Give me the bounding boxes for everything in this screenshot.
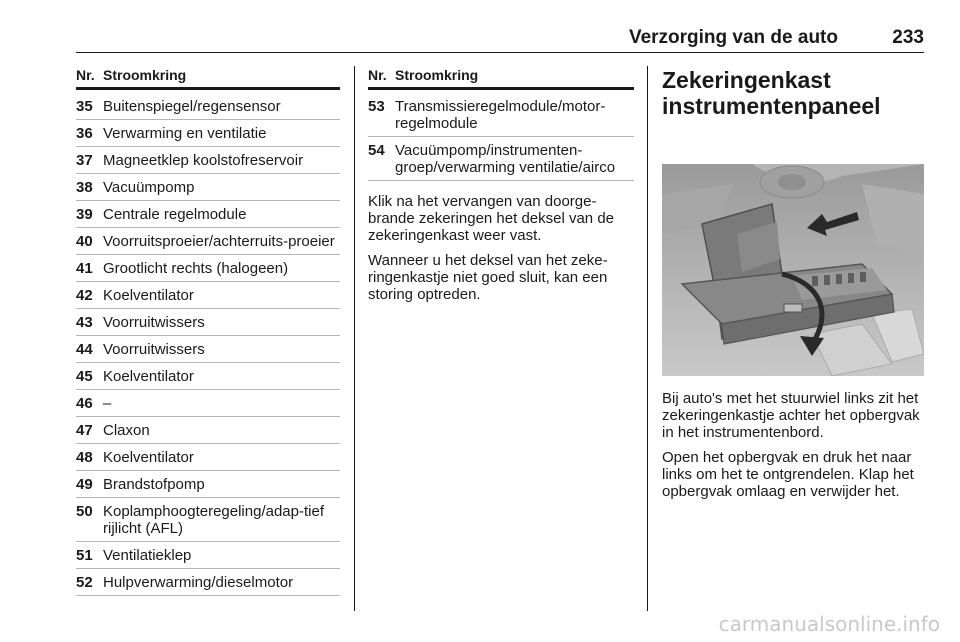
fuse-number: 51 bbox=[76, 547, 93, 564]
body-paragraph: Open het opbergvak en druk het naar links om het te ontgrendelen. Klap het opbergvak omlaag en verwijder het. bbox=[662, 449, 914, 500]
table-row bbox=[76, 204, 340, 228]
fuse-number: 49 bbox=[76, 476, 93, 493]
column-header-nr: Nr. bbox=[368, 67, 387, 83]
circuit-name: Hulpverwarming/dieselmotor bbox=[103, 574, 294, 591]
table-row bbox=[76, 339, 340, 363]
fuse-table-2-column bbox=[368, 67, 634, 311]
fuse-number: 42 bbox=[76, 287, 93, 304]
instrument-panel-section bbox=[662, 67, 924, 508]
fuse-number: 48 bbox=[76, 449, 93, 466]
fuse-number: 45 bbox=[76, 368, 93, 385]
circuit-name: Koelventilator bbox=[103, 449, 194, 466]
fusebox-illustration bbox=[662, 164, 924, 376]
fuse-number: 50 bbox=[76, 503, 93, 520]
circuit-name: Centrale regelmodule bbox=[103, 206, 247, 223]
table-row bbox=[76, 447, 340, 471]
column-divider bbox=[354, 66, 355, 611]
circuit-name: Koplamphoogteregeling/adap-tief rijlicht (AFL) bbox=[103, 503, 324, 537]
page-header bbox=[76, 24, 924, 53]
fuse-number: 47 bbox=[76, 422, 93, 439]
circuit-name: Buitenspiegel/regensensor bbox=[103, 98, 281, 115]
table-row bbox=[76, 258, 340, 282]
body-paragraph: Bij auto's met het stuurwiel links zit het zekeringenkastje achter het opbergvak in het instrumentenbord. bbox=[662, 390, 920, 441]
circuit-name: Vacuümpomp bbox=[103, 179, 195, 196]
fuse-number: 41 bbox=[76, 260, 93, 277]
circuit-name: – bbox=[103, 395, 112, 412]
circuit-name: Brandstofpomp bbox=[103, 476, 205, 493]
section-heading: Zekeringenkast instrumentenpaneel bbox=[662, 67, 881, 119]
circuit-name: Koelventilator bbox=[103, 368, 194, 385]
circuit-name: Magneetklep koolstofreservoir bbox=[103, 152, 304, 169]
fuse-number: 39 bbox=[76, 206, 93, 223]
circuit-name: Voorruitwissers bbox=[103, 341, 205, 358]
table-row bbox=[76, 420, 340, 444]
table-row bbox=[76, 231, 340, 255]
circuit-name: Claxon bbox=[103, 422, 150, 439]
table-row bbox=[76, 545, 340, 569]
circuit-name: Koelventilator bbox=[103, 287, 194, 304]
fuse-number: 54 bbox=[368, 142, 385, 159]
fuse-number: 52 bbox=[76, 574, 93, 591]
table-row bbox=[76, 96, 340, 120]
fuse-number: 35 bbox=[76, 98, 93, 115]
fuse-number: 40 bbox=[76, 233, 93, 250]
fuse-number: 37 bbox=[76, 152, 93, 169]
column-header-circuit: Stroomkring bbox=[103, 67, 187, 83]
body-paragraph: Klik na het vervangen van doorge-brande zekeringen het deksel van de zekeringenkast weer vast. bbox=[368, 193, 615, 244]
table-row bbox=[76, 150, 340, 174]
table-header bbox=[368, 67, 634, 90]
table-row bbox=[76, 312, 340, 336]
fuse-table-1 bbox=[76, 67, 340, 599]
circuit-name: Verwarming en ventilatie bbox=[103, 125, 267, 142]
table-row bbox=[76, 474, 340, 498]
table-row bbox=[76, 177, 340, 201]
column-divider bbox=[647, 66, 648, 611]
watermark: carmanualsonline.info bbox=[718, 612, 940, 636]
fuse-number: 44 bbox=[76, 341, 93, 358]
table-row bbox=[76, 501, 340, 542]
section-title: Verzorging van de auto bbox=[628, 27, 838, 48]
table-row bbox=[76, 572, 340, 596]
fuse-number: 38 bbox=[76, 179, 93, 196]
fuse-number: 46 bbox=[76, 395, 93, 412]
circuit-name: Transmissieregelmodule/motor-regelmodule bbox=[395, 98, 606, 132]
circuit-name: Voorruitsproeier/achterruits-proeier bbox=[103, 233, 335, 250]
fuse-number: 36 bbox=[76, 125, 93, 142]
body-paragraph: Wanneer u het deksel van het zeke-ringenkastje niet goed sluit, kan een storing optreden. bbox=[368, 252, 608, 303]
table-header bbox=[76, 67, 340, 90]
table-row bbox=[76, 285, 340, 309]
circuit-name: Grootlicht rechts (halogeen) bbox=[103, 260, 289, 277]
column-header-nr: Nr. bbox=[76, 67, 95, 83]
circuit-name: Ventilatieklep bbox=[103, 547, 192, 564]
fuse-number: 43 bbox=[76, 314, 93, 331]
table-row bbox=[76, 366, 340, 390]
table-row bbox=[76, 393, 340, 417]
page-number: 233 bbox=[892, 27, 924, 48]
table-row bbox=[368, 140, 634, 181]
table-row bbox=[76, 123, 340, 147]
table-row bbox=[368, 96, 634, 137]
fuse-number: 53 bbox=[368, 98, 385, 115]
column-header-circuit: Stroomkring bbox=[395, 67, 479, 83]
circuit-name: Vacuümpomp/instrumenten-groep/verwarming ventilatie/airco bbox=[395, 142, 616, 176]
circuit-name: Voorruitwissers bbox=[103, 314, 205, 331]
